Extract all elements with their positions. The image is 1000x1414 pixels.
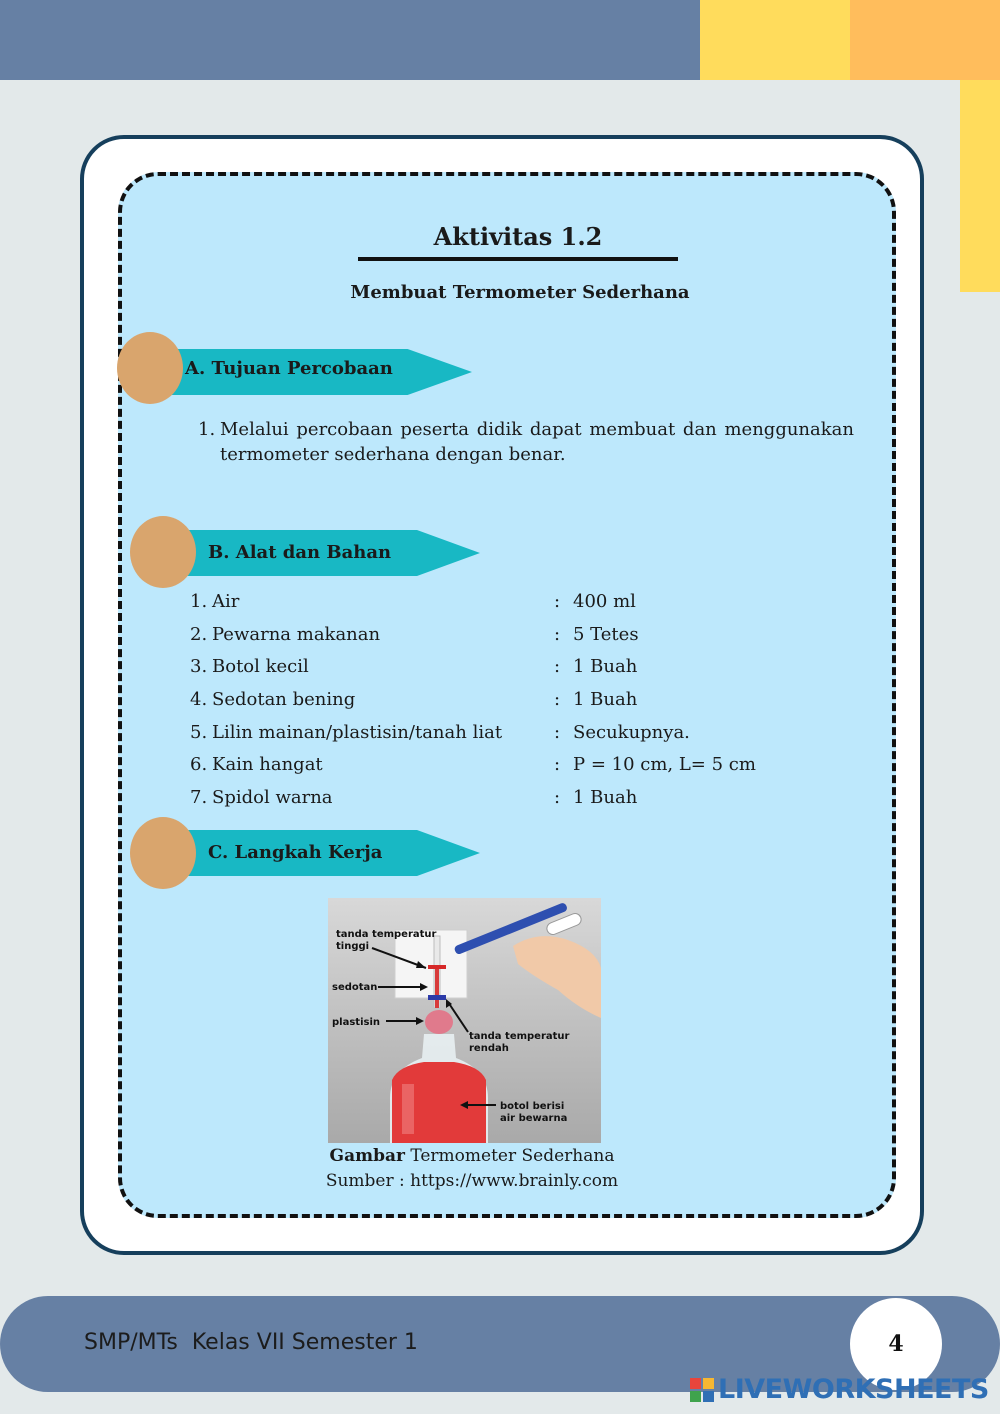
material-name: Spidol warna [212,787,333,808]
section-a-circle [117,332,183,404]
section-c-label: C. Langkah Kerja [208,842,383,863]
activity-subtitle: Membuat Termometer Sederhana [350,282,690,303]
material-quantity: 1 Buah [573,787,638,808]
figure-caption [300,1144,644,1194]
material-number: 2. [190,624,208,645]
material-number: 1. [190,591,208,612]
goal-item-text: Melalui percobaan peserta didik dapat membuat dan menggunakan termometer sederhana dengan benar. [220,419,854,465]
section-a-label: A. Tujuan Percobaan [185,358,393,379]
figure-label-bottle-2: air bewarna [500,1113,568,1124]
figure-caption-line [300,1144,644,1169]
section-b-label: B. Alat dan Bahan [208,542,392,563]
material-number: 6. [190,754,208,775]
material-row [190,589,830,622]
figure-label-high-temp-1: tanda temperatur [336,929,437,940]
material-name: Botol kecil [212,656,309,677]
material-colon: : [554,624,561,645]
footer-course-label: SMP/MTs Kelas VII Semester 1 [84,1330,418,1355]
figure-label-low-temp-1: tanda temperatur [469,1031,570,1042]
section-c-circle [130,817,196,889]
material-colon: : [554,722,561,743]
figure-label-high-temp-2: tinggi [336,941,370,952]
material-name: Kain hangat [212,754,323,775]
material-row [190,622,830,655]
material-quantity: 1 Buah [573,689,638,710]
activity-title: Aktivitas 1.2 [433,222,603,251]
material-quantity: P = 10 cm, L= 5 cm [573,754,756,775]
page-number: 4 [850,1298,942,1390]
goal-item-number: 1. [198,419,216,440]
figure-caption-text: Termometer Sederhana [404,1146,615,1166]
material-row [190,785,830,818]
material-number: 4. [190,689,208,710]
material-row [190,752,830,785]
title-underline [358,257,678,261]
material-name: Pewarna makanan [212,624,381,645]
material-row [190,687,830,720]
material-row [190,654,830,687]
material-number: 5. [190,722,208,743]
figure-source: Sumber : https://www.brainly.com [325,1171,619,1191]
material-number: 3. [190,656,208,677]
material-quantity: 5 Tetes [573,624,639,645]
header-accent-yellow [700,0,850,80]
brand-name: LIVEWORKSHEETS [718,1374,989,1405]
material-name: Air [212,591,240,612]
thermometer-figure [328,898,601,1143]
figure-label-plasticine: plastisin [332,1017,380,1028]
material-quantity: 400 ml [573,591,636,612]
material-number: 7. [190,787,208,808]
material-name: Lilin mainan/plastisin/tanah liat [212,722,503,743]
figure-label-bottle-1: botol berisi [500,1101,565,1112]
material-colon: : [554,787,561,808]
header-accent-orange [850,0,1000,80]
side-accent-yellow [960,80,1000,292]
material-name: Sedotan bening [212,689,356,710]
figure-label-low-temp-2: rendah [469,1043,509,1054]
material-row [190,720,830,753]
figure-label-straw: sedotan [332,982,378,993]
material-colon: : [554,656,561,677]
brand-logo[interactable] [690,1374,995,1410]
section-b-circle [130,516,196,588]
brand-grid-icon [690,1378,714,1402]
material-quantity: Secukupnya. [573,722,690,743]
header-bar [0,0,700,80]
figure-caption-bold: Gambar [329,1146,405,1166]
material-colon: : [554,754,561,775]
material-colon: : [554,591,561,612]
material-colon: : [554,689,561,710]
material-quantity: 1 Buah [573,656,638,677]
